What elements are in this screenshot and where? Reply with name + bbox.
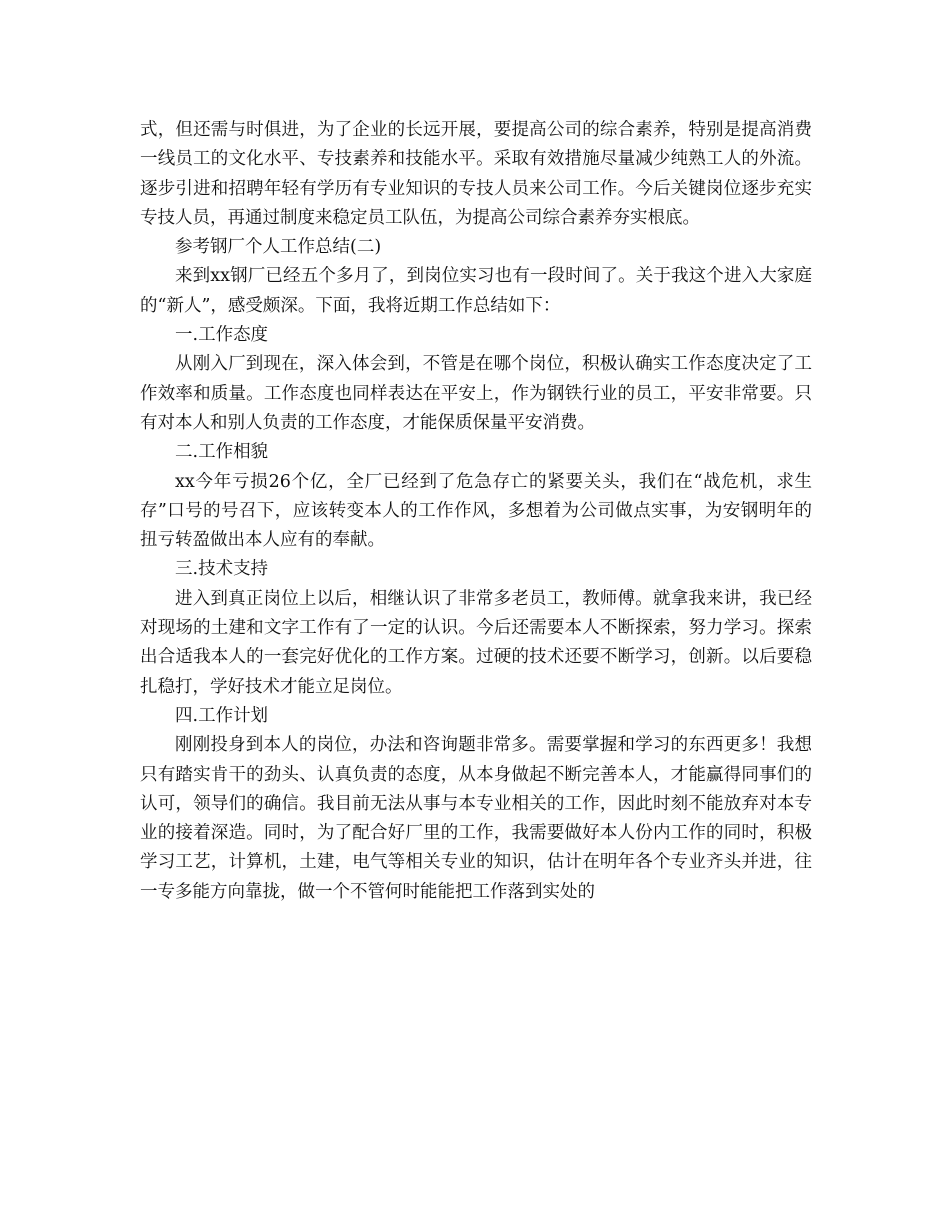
paragraph-continuation: 式，但还需与时俱进，为了企业的长远开展，要提高公司的综合素养，特别是提高消费一线员工的文化水平、专技素养和技能水平。采取有效措施尽量减少纯熟工人的外流。逐步引进和招聘年轻有学历有专业知识的专技人员来公司工作。今后关键岗位逐步充实专技人员，再通过制度来稳定员工队伍，为提高公司综合素养夯实根底。 <box>140 120 812 228</box>
document-body <box>140 116 812 907</box>
heading-work-appearance: 二.工作相貌 <box>175 442 269 463</box>
paragraph-work-attitude: 从刚入厂到现在，深入体会到，不管是在哪个岗位，积极认确实工作态度决定了工作效率和质量。工作态度也同样表达在平安上，作为钢铁行业的员工，平安非常要。只有对本人和别人负责的工作态度，才能保质保量平安消费。 <box>140 354 812 433</box>
paragraph-technical-support: 进入到真正岗位上以后，相继认识了非常多老员工，教师傅。就拿我来讲，我已经对现场的土建和文字工作有了一定的认识。今后还需要本人不断探索，努力学习。探索出合适我本人的一套完好优化的工作方案。过硬的技术还要不断学习，创新。以后要稳扎稳打，学好技术才能立足岗位。 <box>140 588 812 697</box>
paragraph-intro: 来到xx钢厂已经五个多月了，到岗位实习也有一段时间了。关于我这个进入大家庭的“新人”，感受颇深。下面，我将近期工作总结如下： <box>140 266 812 316</box>
paragraph-work-plan: 刚刚投身到本人的岗位，办法和咨询题非常多。需要掌握和学习的东西更多！我想只有踏实肯干的劲头、认真负责的态度，从本身做起不断完善本人，才能赢得同事们的认可，领导们的确信。我目前无法从事与本专业相关的工作，因此时刻不能放弃对本专业的接着深造。同时，为了配合好厂里的工作，我需要做好本人份内工作的同时，积极学习工艺，计算机，土建，电气等相关专业的知识，估计在明年各个专业齐头并进，往一专多能方向靠拢，做一个不管何时能能把工作落到实处的 <box>140 735 812 902</box>
heading-work-plan: 四.工作计划 <box>175 705 269 726</box>
heading-technical-support: 三.技术支持 <box>175 559 269 580</box>
section-title: 参考钢厂个人工作总结(二) <box>175 237 382 258</box>
heading-work-attitude: 一.工作态度 <box>175 325 269 346</box>
paragraph-work-appearance: xx今年亏损26个亿，全厂已经到了危急存亡的紧要关头，我们在“战危机，求生存”口号的号召下，应该转变本人的工作作风，多想着为公司做点实事，为安钢明年的扭亏转盈做出本人应有的奉献。 <box>140 471 812 551</box>
